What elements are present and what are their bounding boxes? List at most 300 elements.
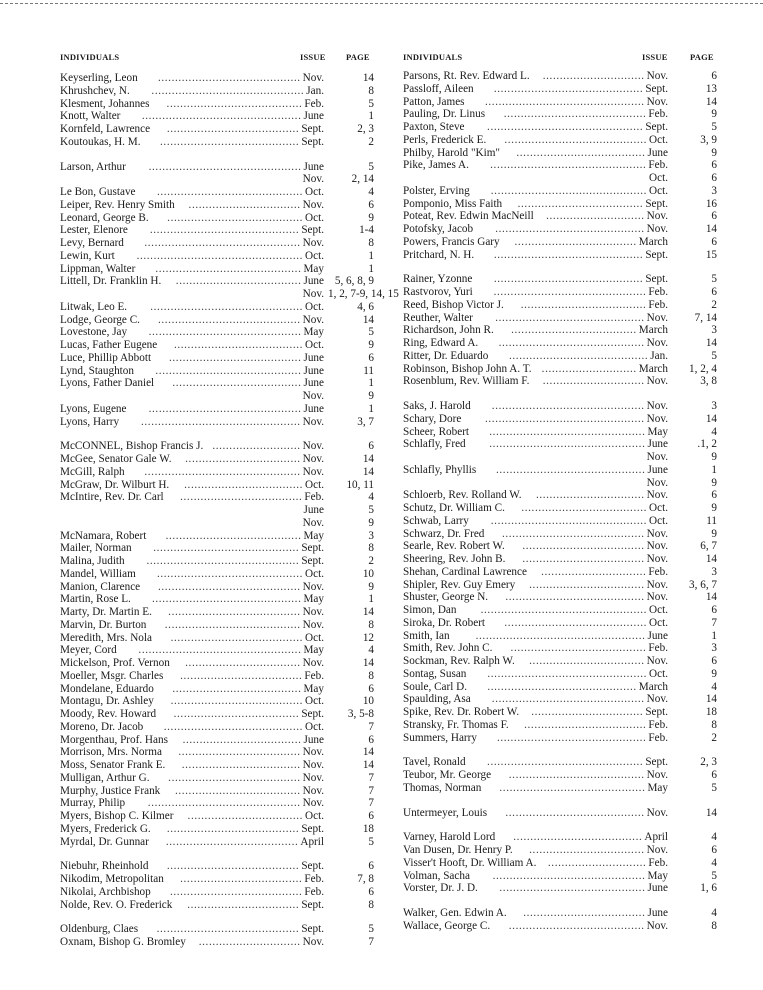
dot-leader: ............................................ [496, 731, 647, 744]
index-entry [60, 695, 374, 708]
entry-page: 6 [368, 860, 374, 873]
entry-page: 9 [711, 476, 717, 489]
index-entry [403, 642, 717, 655]
index-entry [403, 706, 717, 719]
entry-name: Moreno, Dr. Jacob [60, 720, 144, 733]
index-entry [403, 312, 717, 325]
entry-page: 4 [368, 491, 374, 504]
dot-leader: .......................................... [157, 313, 301, 326]
index-entry [403, 121, 717, 134]
entry-issue: June [647, 907, 668, 919]
dot-leader: .......................................... [504, 133, 648, 146]
entry-page: 6 [711, 70, 717, 82]
entry-page: 6 [711, 159, 717, 172]
entry-issue: Nov. [646, 489, 668, 502]
index-entry [403, 299, 717, 312]
dot-leader: ..................................... [174, 784, 301, 797]
index-entry [60, 555, 374, 568]
index-entry [403, 147, 717, 160]
dot-leader: ............................................ [496, 463, 646, 476]
entry-page: 15 [705, 248, 717, 261]
entry-issue: Oct. [305, 810, 324, 822]
entry-name: Oldenburg, Claes [60, 923, 139, 936]
entry-page: 5 [368, 326, 374, 339]
entry-page: 7 [368, 784, 374, 797]
entry-name: Walker, Gen. Edwin A. [403, 907, 507, 919]
entry-issue: Nov. [302, 173, 324, 186]
entry-issue: April [300, 835, 324, 848]
entry-name: McIntire, Rev. Dr. Carl [60, 491, 164, 504]
entry-issue: Nov. [646, 553, 668, 565]
index-entry [60, 123, 374, 136]
index-entry [60, 440, 374, 453]
dot-leader: ............................................ [493, 273, 644, 286]
entry-page: 6 [368, 682, 374, 695]
entry-page: 6 [368, 733, 374, 746]
entry-page: 4 [711, 680, 717, 693]
dot-leader: ............................................... [141, 110, 302, 123]
dot-leader: ........................................ [508, 769, 645, 781]
index-entry [403, 719, 717, 732]
dot-leader: ......................................... [509, 349, 649, 362]
dot-leader: ............................................ [149, 224, 300, 237]
index-entry [60, 491, 374, 504]
dot-leader: ............................................... [141, 415, 301, 428]
entry-name: Lovestone, Jay [60, 326, 128, 339]
index-entry [60, 504, 374, 517]
index-entry [403, 438, 717, 451]
index-entry [403, 604, 717, 617]
index-entry [60, 212, 374, 225]
entry-name: Myers, Frederick G. [60, 822, 151, 835]
dot-leader: ......................................... [505, 591, 645, 604]
index-entry [403, 464, 717, 477]
index-entry [403, 920, 717, 933]
dot-leader: .............................................. [487, 121, 644, 133]
dot-leader: ................................................. [480, 604, 648, 616]
entry-name: Robinson, Bishop John A. T. [403, 362, 532, 375]
dot-leader: ............................................. [147, 797, 301, 810]
index-entry [403, 159, 717, 172]
index-entry [403, 363, 717, 376]
index-entry [403, 337, 717, 350]
entry-issue: Sept. [301, 898, 324, 911]
entry-issue: Nov. [302, 390, 324, 402]
dot-leader: ....................................... [168, 606, 301, 618]
entry-page: 1 [368, 402, 374, 415]
dot-leader: ....................................... [166, 123, 300, 135]
index-entry [403, 515, 717, 528]
dot-leader: ....................................... [168, 771, 301, 784]
entry-name: Thomas, Norman [403, 781, 482, 794]
entry-issue: Sept. [645, 197, 668, 210]
entry-issue: Nov. [302, 784, 324, 797]
index-entry [403, 249, 717, 262]
entry-name: Manion, Clarence [60, 580, 141, 593]
index-entry [60, 644, 374, 657]
entry-page: 14 [705, 337, 717, 349]
entry-issue: Nov. [646, 337, 668, 349]
entry-name: Niebuhr, Rheinhold [60, 860, 149, 873]
entry-page: 6 [711, 769, 717, 781]
entry-page: 10 [362, 567, 374, 580]
entry-issue: Oct. [305, 339, 324, 351]
index-entry [403, 693, 717, 706]
index-entry [403, 540, 717, 553]
entry-page: 6 [711, 655, 717, 667]
entry-page: 11 [363, 364, 374, 377]
dot-leader: .................................. [185, 453, 301, 465]
entry-name: McNamara, Robert [60, 529, 147, 542]
dot-leader: ......................................... [505, 806, 645, 819]
entry-name: Klesment, Johannes [60, 97, 150, 110]
entry-name: Meredith, Mrs. Nola [60, 631, 152, 644]
dot-leader: ........................................ [165, 529, 302, 542]
entry-page: 18 [705, 706, 717, 718]
entry-name: Polster, Erving [403, 184, 470, 197]
entry-page: 6 [711, 286, 717, 298]
index-entry [60, 301, 374, 314]
index-entry [403, 857, 717, 870]
entry-page: 7 [368, 771, 374, 784]
entry-name: Marty, Dr. Martin E. [60, 606, 152, 618]
entry-page: 9 [711, 108, 717, 121]
entry-page: 6, 7 [700, 540, 717, 553]
dot-leader: ................................... [181, 759, 301, 771]
dot-leader: .................................... [178, 746, 301, 759]
entry-page: 2 [711, 298, 717, 311]
entry-page: 18 [362, 822, 374, 835]
dot-leader: ............................................. [491, 400, 645, 412]
dot-leader: ...................................... [172, 377, 302, 390]
index-entry [60, 797, 374, 810]
dot-leader: ........................................... [153, 542, 300, 555]
entry-name: Schwarz, Dr. Fred [403, 527, 485, 540]
dot-leader: ........................................... [499, 882, 646, 895]
entry-name: Luce, Phillip Abbott [60, 351, 152, 364]
entry-name: Sontag, Susan [403, 667, 467, 680]
index-entry [403, 350, 717, 363]
entry-name: Kornfeld, Lawrence [60, 123, 151, 135]
index-entry [403, 831, 717, 844]
index-entry [403, 236, 717, 249]
dot-leader: ...................................... [513, 831, 643, 844]
entry-page: 1 [368, 377, 374, 390]
dot-leader: ......................................... [160, 135, 300, 148]
header-individuals: INDIVIDUALS [403, 52, 463, 62]
dot-leader: ............................................ [493, 82, 644, 95]
entry-page: 3, 7 [357, 415, 374, 428]
index-entry [403, 96, 717, 109]
entry-issue: Feb. [648, 642, 668, 655]
entry-issue: Jan. [306, 84, 324, 97]
entry-issue: Nov. [646, 223, 668, 235]
entry-issue: Sept. [301, 123, 324, 135]
entry-page: 13 [705, 82, 717, 95]
entry-name: Soule, Carl D. [403, 680, 468, 693]
dot-leader: ..................................... [521, 502, 648, 514]
entry-issue: Sept. [301, 708, 324, 720]
entry-page: 9 [368, 516, 374, 529]
entry-page: 12 [362, 631, 374, 644]
dot-leader: .................................... [524, 718, 647, 731]
entry-page: 4 [711, 831, 717, 844]
entry-issue: Oct. [305, 300, 324, 313]
dot-leader: .............................................. [490, 159, 647, 172]
entry-name: Mailer, Norman [60, 542, 132, 555]
index-entry [60, 785, 374, 798]
entry-issue: Nov. [302, 313, 324, 326]
entry-page: 14 [705, 412, 717, 425]
entry-issue: Oct. [305, 186, 324, 198]
index-entry [60, 683, 374, 696]
entry-name: Keyserling, Leon [60, 72, 138, 84]
entry-issue: Jan. [650, 349, 668, 362]
entry-issue: March [638, 235, 668, 248]
dot-leader: ................................................ [138, 644, 302, 657]
dot-leader: ..................................... [511, 324, 637, 337]
entry-page: 8 [711, 718, 717, 731]
entry-issue: June [303, 364, 324, 377]
entry-name: Myers, Bishop C. Kilmer [60, 810, 174, 822]
entry-page: 7, 14 [694, 311, 717, 324]
header-page: PAGE [690, 52, 714, 62]
dot-leader: ........................................ [167, 211, 304, 224]
entry-issue: Oct. [305, 211, 324, 224]
entry-issue: Oct. [305, 478, 324, 491]
index-entry [60, 923, 374, 936]
index-entry [60, 365, 374, 378]
index-entry [403, 324, 717, 337]
index-entry [403, 273, 717, 286]
entry-name: Shipler, Rev. Guy Emery [403, 578, 516, 591]
index-entry [60, 250, 374, 263]
entry-issue: Feb. [304, 491, 324, 504]
dot-leader: ........................................ [508, 919, 645, 932]
entry-issue: Nov. [302, 771, 324, 784]
entry-issue: Nov. [646, 70, 668, 82]
dot-leader: ....................................... [166, 822, 300, 835]
index-entry [60, 836, 374, 849]
index-entry [403, 882, 717, 895]
index-entry [60, 530, 374, 543]
dot-leader: ............................................ [493, 248, 644, 261]
entry-issue: Oct. [305, 249, 324, 262]
entry-issue: Sept. [301, 923, 324, 936]
entry-page: 3 [711, 184, 717, 197]
entry-name: Koutoukas, H. M. [60, 135, 141, 148]
entry-issue: Oct. [649, 514, 668, 527]
entry-name: Pauling, Dr. Linus [403, 108, 486, 121]
entry-page: 5 [711, 781, 717, 794]
entry-issue: Nov. [302, 936, 324, 948]
entry-name: Le Bon, Gustave [60, 186, 136, 198]
entry-name: Scheer, Robert [403, 425, 470, 438]
dot-leader: .................................. [529, 844, 645, 856]
index-entry [60, 734, 374, 747]
entry-issue: May [303, 593, 324, 606]
entry-page: 14 [705, 223, 717, 235]
entry-issue: Nov. [302, 746, 324, 759]
dot-leader: ............................................. [491, 693, 645, 706]
entry-issue: Feb. [304, 873, 324, 885]
entry-issue: Nov. [302, 516, 324, 529]
dot-leader: ................................. [187, 898, 300, 911]
entry-issue: June [303, 160, 324, 173]
index-entry [60, 670, 374, 683]
entry-issue: Feb. [648, 159, 668, 172]
index-entry [403, 223, 717, 236]
dot-leader: .............................. [542, 375, 645, 388]
dot-leader: ................................. [531, 706, 644, 718]
entry-name: Mulligan, Arthur G. [60, 771, 150, 784]
dot-leader: ........................................... [499, 781, 646, 794]
entry-name: Saks, J. Harold [403, 400, 471, 412]
entry-page: 6 [711, 172, 717, 184]
entry-name: Khrushchev, N. [60, 84, 130, 97]
top-rule [0, 3, 763, 4]
entry-page: 6 [711, 210, 717, 223]
entry-issue: June [647, 629, 668, 642]
entry-name: Searle, Rev. Robert W. [403, 540, 505, 553]
entry-page: 5 [368, 160, 374, 173]
entry-name: McGill, Ralph [60, 465, 125, 478]
index-entry [60, 899, 374, 912]
entry-issue: June [303, 110, 324, 123]
entry-name: Schary, Dore [403, 412, 462, 425]
dot-leader: ........................................... [498, 337, 645, 349]
entry-issue: Feb. [304, 885, 324, 898]
entry-page: 2 [711, 731, 717, 744]
dot-leader: ............................................. [492, 869, 646, 882]
entry-name: Lynd, Staughton [60, 364, 134, 377]
entry-name: McGee, Senator Gale W. [60, 453, 172, 465]
entry-issue: Nov. [646, 527, 668, 540]
entry-name: Siroka, Dr. Robert [403, 616, 486, 629]
index-entry [403, 553, 717, 566]
entry-page: 8 [368, 898, 374, 911]
index-entry [60, 339, 374, 352]
index-entry [403, 566, 717, 579]
index-entry [60, 581, 374, 594]
entry-name: Schlafly, Fred [403, 438, 466, 451]
entry-issue: Nov. [302, 759, 324, 771]
entry-name: Stransky, Fr. Thomas F. [403, 718, 509, 731]
entry-issue: Nov. [646, 655, 668, 667]
index-entry [60, 479, 374, 492]
entry-page: 1, 2, 4 [689, 362, 717, 375]
index-entry [403, 286, 717, 299]
entry-name: Vorster, Dr. J. D. [403, 882, 478, 895]
index-entry [403, 756, 717, 769]
entry-page: 9 [711, 667, 717, 680]
entry-page: 6 [711, 235, 717, 248]
dot-leader: .......................... [212, 440, 301, 453]
dot-leader: ............................................. [148, 402, 302, 415]
entry-page: 3 [711, 565, 717, 578]
entry-issue: Nov. [646, 844, 668, 856]
index-entry [60, 708, 374, 721]
entry-name: Smith, Ian [403, 629, 450, 642]
dot-leader: .......................................... [501, 527, 645, 540]
index-entry [60, 466, 374, 479]
dot-leader: ................................... [184, 478, 304, 491]
entry-page: 14 [362, 453, 374, 465]
entry-issue: March [638, 324, 668, 337]
entry-name: Lester, Elenore [60, 224, 128, 237]
entry-issue: June [647, 438, 668, 451]
entry-issue: Nov. [302, 237, 324, 249]
entry-issue: Oct. [305, 695, 324, 708]
entry-name: Wallace, George C. [403, 919, 491, 932]
dot-leader: .......................................... [157, 580, 301, 593]
entry-name: Leonard, George B. [60, 211, 149, 224]
entry-issue: Sept. [301, 822, 324, 835]
dot-leader: .................................... [180, 491, 303, 504]
entry-page: 6 [711, 844, 717, 856]
entry-issue: Feb. [648, 565, 668, 578]
entry-page: 1 [368, 262, 374, 275]
index-entry [403, 375, 717, 388]
entry-name: Schloerb, Rev. Rolland W. [403, 489, 522, 502]
index-entry [60, 657, 374, 670]
entry-page: 6 [368, 440, 374, 453]
index-entry [60, 237, 374, 250]
entry-name: Mandel, William [60, 567, 136, 580]
entry-issue: Nov. [646, 806, 668, 819]
entry-issue: June [303, 377, 324, 390]
entry-name: Mickelson, Prof. Vernon [60, 657, 170, 669]
index-entry [403, 451, 717, 464]
entry-name: Shuster, George N. [403, 591, 489, 604]
dot-leader: ....................................... [170, 631, 304, 644]
entry-page: 9 [368, 211, 374, 224]
entry-page: 14 [362, 72, 374, 84]
entry-name: McGraw, Dr. Wilburt H. [60, 478, 170, 491]
entry-issue: Nov. [302, 606, 324, 618]
index-entry [403, 907, 717, 920]
entry-name: Rosenblum, Rev. William F. [403, 375, 530, 388]
entry-name: Pomponio, Miss Faith [403, 197, 503, 210]
dot-leader: ............................................. [148, 326, 302, 339]
dot-leader: ..................................... [173, 708, 300, 720]
entry-page: 5 [368, 97, 374, 110]
entry-issue: Nov. [302, 618, 324, 631]
entry-page: 14 [705, 553, 717, 565]
entry-issue: June [303, 351, 324, 364]
entry-issue: Oct. [649, 616, 668, 629]
index-entry [60, 403, 374, 416]
entry-issue: Nov. [646, 769, 668, 781]
entry-name: Pike, James A. [403, 159, 469, 172]
entry-issue: Sept. [645, 248, 668, 261]
entry-name: Philby, Harold "Kim" [403, 146, 500, 159]
entry-name: Summers, Harry [403, 731, 477, 744]
dot-leader: ............................................ [495, 223, 645, 235]
entry-name: Leiper, Rev. Henry Smith [60, 198, 175, 211]
index-entry [403, 528, 717, 541]
entry-name: Richardson, John R. [403, 324, 494, 337]
entry-issue: March [638, 680, 668, 693]
entry-issue: Nov. [302, 657, 324, 669]
dot-leader: ....................................... [166, 860, 300, 873]
entry-issue: Nov. [302, 440, 324, 453]
entry-page: 7 [368, 720, 374, 733]
entry-name: Lodge, George C. [60, 313, 140, 326]
entry-page: 9 [368, 580, 374, 593]
entry-issue: Oct. [649, 604, 668, 616]
index-entry [60, 224, 374, 237]
